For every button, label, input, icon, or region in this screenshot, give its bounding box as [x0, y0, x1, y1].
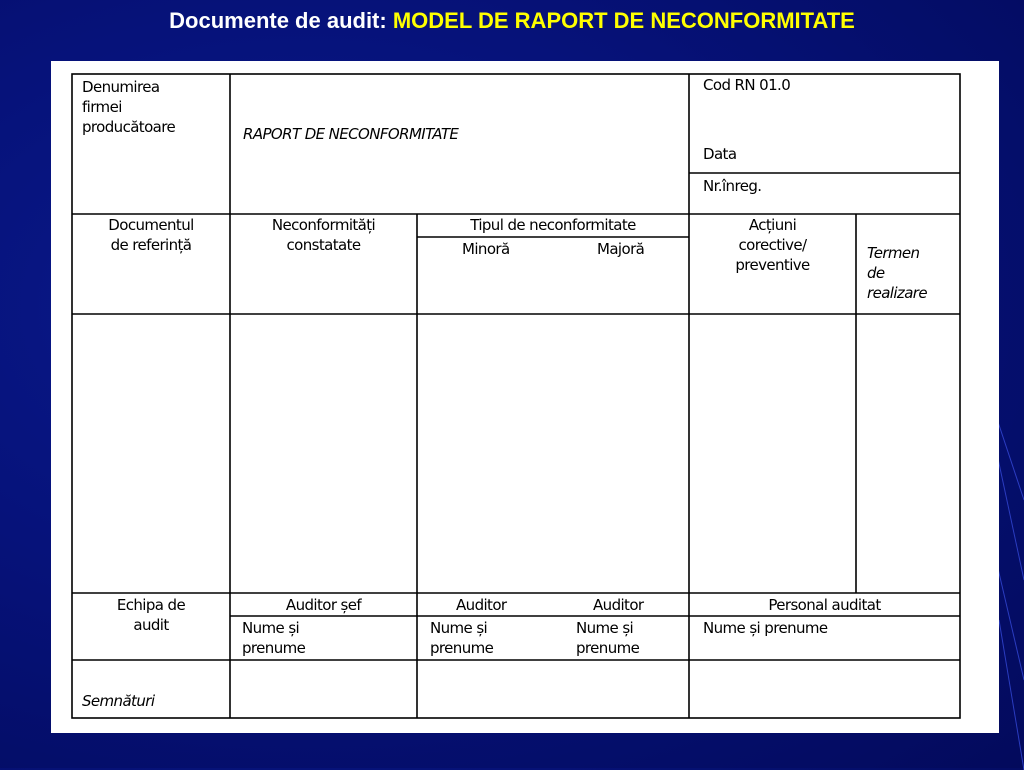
auditor-1-header: Auditor [456, 596, 507, 614]
report-title: RAPORT DE NECONFORMITATE [243, 125, 459, 143]
deadline-header: Termen de realizare [867, 244, 927, 302]
company-label [82, 77, 175, 137]
corrective-actions-header: Acțiuni corective/ preventive [735, 216, 810, 274]
lead-auditor-header: Auditor șef [285, 596, 362, 614]
auditor-1-name: Nume și prenume [430, 619, 494, 657]
auditor-2-header: Auditor [593, 596, 644, 614]
title-main: MODEL DE RAPORT DE NECONFORMITATE [392, 8, 855, 33]
company-label-line-2: firmei [82, 98, 122, 116]
audited-personnel-header: Personal auditat [768, 596, 881, 614]
lead-auditor-name: Nume și prenume [242, 619, 306, 657]
audit-team-label: Echipa de audit [116, 596, 186, 634]
slide-title [0, 8, 1024, 34]
company-label-line-3: producătoare [82, 118, 176, 136]
date-field: Data [703, 145, 737, 163]
title-prefix: Documente de audit: [169, 8, 387, 33]
nonconformity-report-form [71, 73, 961, 719]
registration-number-field: Nr.înreg. [703, 177, 762, 195]
audited-personnel-name: Nume și prenume [703, 619, 828, 637]
nonconformity-type-header: Tipul de neconformitate [470, 216, 636, 234]
reference-document-header: Documentul de referință [108, 216, 194, 254]
auditor-2-name: Nume și prenume [576, 619, 640, 657]
findings-header: Neconformități constatate [271, 216, 376, 254]
minor-header: Minoră [462, 240, 510, 258]
major-header: Majoră [597, 240, 645, 258]
code-field: Cod RN 01.0 [703, 76, 791, 94]
form-sheet [51, 61, 999, 733]
signatures-label: Semnături [82, 692, 155, 710]
company-label-line-1: Denumirea [82, 78, 160, 96]
